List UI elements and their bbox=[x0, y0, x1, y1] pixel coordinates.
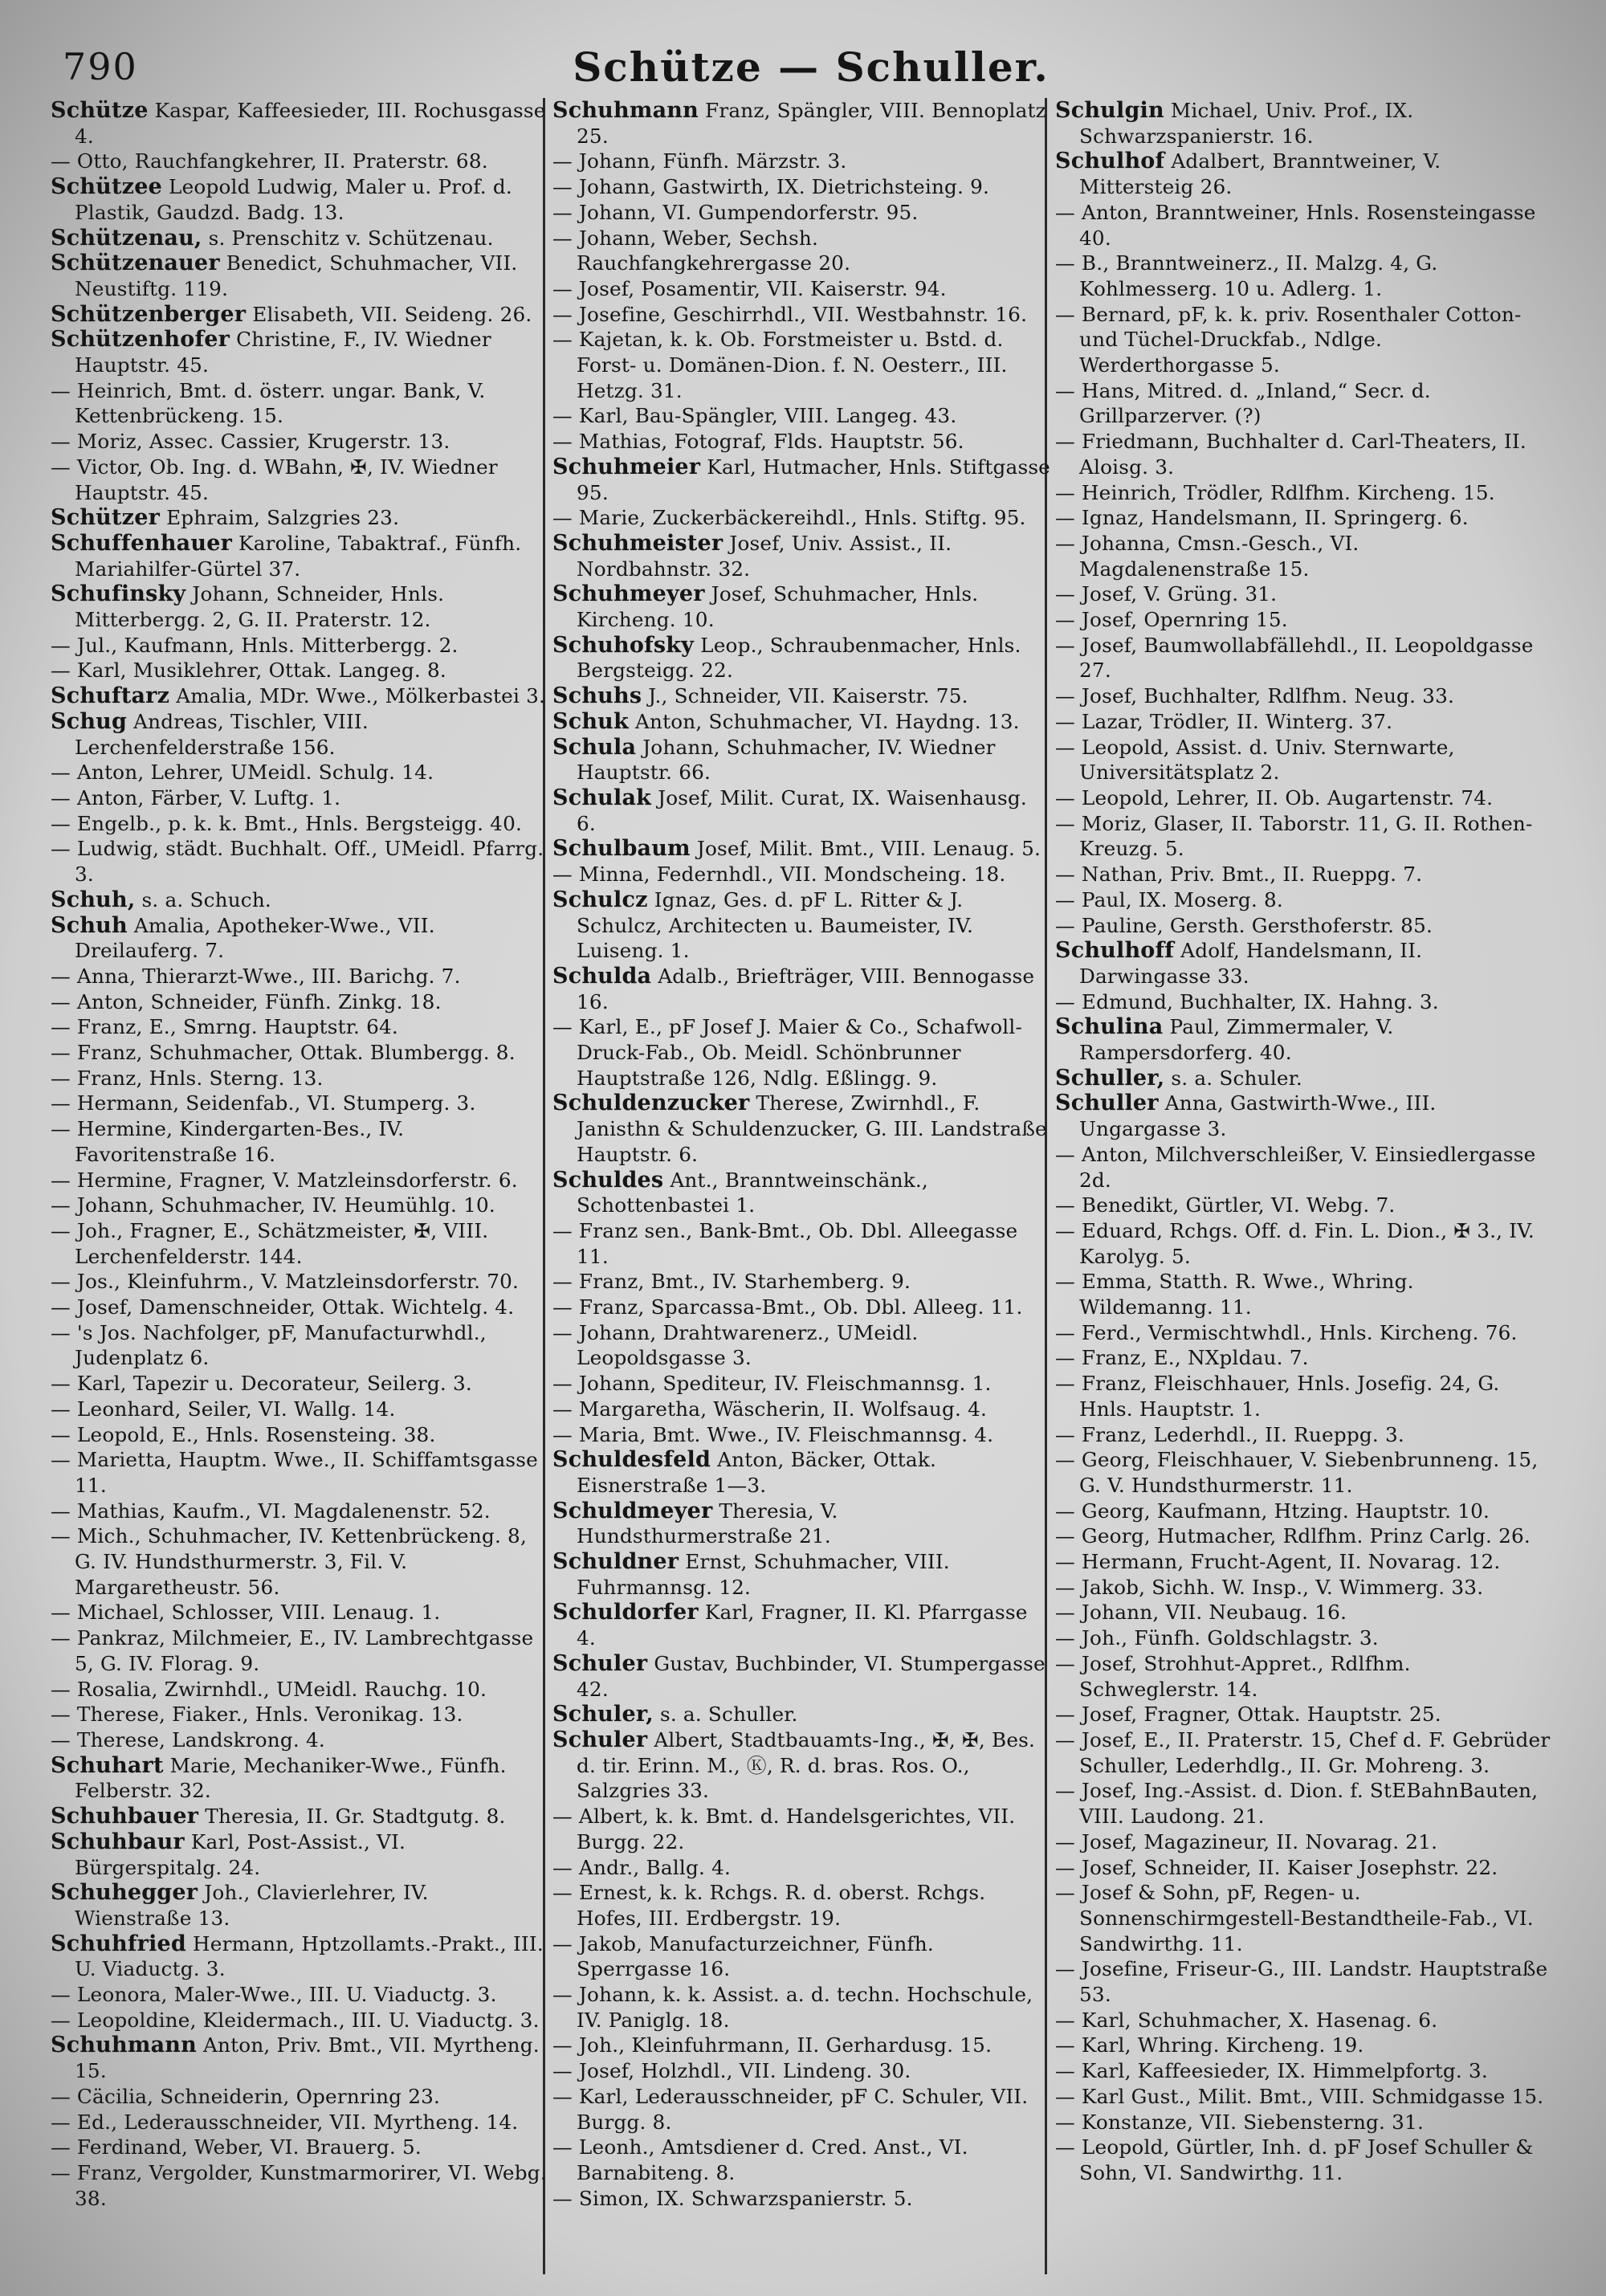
directory-entry: — Josef, Buchhalter, Rdlfhm. Neug. 33. bbox=[1055, 684, 1455, 708]
surname-heading: Schuftarz bbox=[51, 683, 170, 709]
directory-entry: Schuhart Marie, Mechaniker-Wwe., Fünfh. Felberstr. 32. bbox=[51, 1752, 507, 1803]
directory-entry: — Johann, Weber, Sechsh. Rauchfangkehrergasse 20. bbox=[552, 226, 851, 275]
directory-entry: — Franz sen., Bank-Bmt., Ob. Dbl. Alleegasse 11. bbox=[552, 1218, 1018, 1268]
surname-heading: Schulhof bbox=[1055, 149, 1165, 174]
directory-entry: — Ferdinand, Weber, VI. Brauerg. 5. bbox=[51, 2135, 422, 2159]
directory-entry: — Anton, Lehrer, UMeidl. Schulg. 14. bbox=[51, 761, 434, 785]
directory-entry: Schulbaum Josef, Milit. Bmt., VIII. Lenaug. 5. bbox=[552, 836, 1041, 862]
directory-entry: — Jul., Kaufmann, Hnls. Mitterbergg. 2. bbox=[51, 633, 459, 657]
directory-entry: Schuhmann Anton, Priv. Bmt., VII. Myrtheng. 15. bbox=[51, 2033, 540, 2083]
surname-heading: Schuhmeister bbox=[552, 530, 724, 556]
directory-entry: — Eduard, Rchgs. Off. d. Fin. L. Dion., ✠ 3., IV. Karolyg. 5. bbox=[1055, 1218, 1535, 1268]
directory-entry: — Leonhard, Seiler, VI. Wallg. 14. bbox=[51, 1397, 396, 1421]
directory-entry: — Josef, Holzhdl., VII. Lindeng. 30. bbox=[552, 2059, 911, 2083]
surname-heading: Schuffenhauer bbox=[51, 530, 232, 556]
directory-entry: — Josef, Schneider, II. Kaiser Josephstr. 22. bbox=[1055, 1855, 1498, 1879]
directory-entry: Schuldesfeld Anton, Bäcker, Ottak. Eisnerstraße 1—3. bbox=[552, 1447, 937, 1497]
directory-entry: — Johanna, Cmsn.-Gesch., VI. Magdalenenstraße 15. bbox=[1055, 531, 1359, 581]
surname-heading: Schuhegger bbox=[51, 1880, 198, 1906]
directory-entry: — Hans, Mitred. d. „Inland,“ Secr. d. Grillparzerver. (?) bbox=[1055, 378, 1431, 428]
surname-heading: Schufinsky bbox=[51, 581, 186, 607]
surname-heading: Schug bbox=[51, 708, 128, 734]
directory-entry: Schulhof Adalbert, Branntweiner, V. Mittersteig 26. bbox=[1055, 149, 1441, 199]
directory-entry: — Minna, Federnhdl., VII. Mondscheing. 18. bbox=[552, 863, 1006, 887]
directory-entry: Schuller Anna, Gastwirth-Wwe., III. Ungargasse 3. bbox=[1055, 1091, 1437, 1141]
surname-heading: Schützenauer bbox=[51, 251, 220, 276]
directory-entry: — Hermine, Fragner, V. Matzleinsdorferstr. 6. bbox=[51, 1168, 518, 1192]
directory-entry: — Josef, Strohhut-Appret., Rdlfhm. Schweglerstr. 14. bbox=[1055, 1651, 1411, 1701]
directory-entry: Schuldner Ernst, Schuhmacher, VIII. Fuhrmannsg. 12. bbox=[552, 1549, 950, 1599]
surname-heading: Schuldesfeld bbox=[552, 1447, 711, 1473]
directory-entry: — B., Branntweinerz., II. Malzg. 4, G. Kohlmesserg. 10 u. Adlerg. 1. bbox=[1055, 251, 1438, 300]
surname-heading: Schuhmeier bbox=[552, 454, 701, 479]
directory-entry: — Michael, Schlosser, VIII. Lenaug. 1. bbox=[51, 1601, 441, 1625]
directory-entry: — Johann, Schuhmacher, IV. Heumühlg. 10. bbox=[51, 1193, 495, 1217]
directory-entry: — Friedmann, Buchhalter d. Carl-Theaters, II. Aloisg. 3. bbox=[1055, 430, 1527, 479]
directory-entry: — Johann, k. k. Assist. a. d. techn. Hochschule, IV. Paniglg. 18. bbox=[552, 1983, 1033, 2032]
directory-entry: — Franz, Schuhmacher, Ottak. Blumbergg. 8. bbox=[51, 1041, 516, 1065]
surname-heading: Schuhbauer bbox=[51, 1804, 199, 1829]
surname-heading: Schützee bbox=[51, 174, 162, 200]
surname-heading: Schulgin bbox=[1055, 98, 1164, 123]
directory-entry: — Karl, Tapezir u. Decorateur, Seilerg. 3. bbox=[51, 1372, 472, 1396]
directory-entry: — Johann, VI. Gumpendorferstr. 95. bbox=[552, 200, 919, 224]
directory-entry: — Karl Gust., Milit. Bmt., VIII. Schmidgasse 15. bbox=[1055, 2084, 1544, 2108]
directory-entry: Schuh Amalia, Apotheker-Wwe., VII. Dreilauferg. 7. bbox=[51, 912, 435, 963]
directory-entry: — Margaretha, Wäscherin, II. Wolfsaug. 4. bbox=[552, 1397, 988, 1421]
directory-entry: — Therese, Fiaker., Hnls. Veronikag. 13. bbox=[51, 1703, 463, 1727]
directory-entry: — Jos., Kleinfuhrm., V. Matzleinsdorferstr. 70. bbox=[51, 1270, 520, 1294]
surname-heading: Schuhbaur bbox=[51, 1829, 185, 1854]
directory-entry: — Johann, Drahtwarenerz., UMeidl. Leopoldsgasse 3. bbox=[552, 1320, 919, 1370]
surname-heading: Schuldenzucker bbox=[552, 1091, 750, 1116]
directory-entry: — Cäcilia, Schneiderin, Opernring 23. bbox=[51, 2084, 441, 2108]
surname-heading: Schulcz bbox=[552, 887, 648, 912]
directory-entry: — Johann, Spediteur, IV. Fleischmannsg. 1. bbox=[552, 1372, 992, 1396]
directory-entry: — Karl, Lederausschneider, pF C. Schuler, VII. Burgg. 8. bbox=[552, 2084, 1029, 2134]
surname-heading: Schützer bbox=[51, 505, 161, 531]
directory-entry: — Ludwig, städt. Buchhalt. Off., UMeidl. Pfarrg. 3. bbox=[51, 837, 544, 887]
directory-entry: Schulcz Ignaz, Ges. d. pF L. Ritter & J. Schulcz, Architecten u. Baumeister, IV. Luiseng. 1. bbox=[552, 887, 974, 963]
directory-entry: — Leopoldine, Kleidermach., III. U. Viaductg. 3. bbox=[51, 2008, 540, 2032]
directory-entry: — Anna, Thierarzt-Wwe., III. Barichg. 7. bbox=[51, 964, 461, 988]
directory-entry: Schuler Albert, Stadtbauamts-Ing., ✠, ✠, Bes. d. tir. Erinn. M., Ⓚ, R. d. bras. Ros. O., Salzgries 33. bbox=[552, 1727, 1036, 1803]
surname-heading: Schuh, bbox=[51, 887, 136, 912]
directory-entry: — Joh., Fünfh. Goldschlagstr. 3. bbox=[1055, 1626, 1379, 1650]
directory-entry: — Josef, Ing.-Assist. d. Dion. f. StEBahnBauten, VIII. Laudong. 21. bbox=[1055, 1779, 1539, 1829]
directory-entry: Schuffenhauer Karoline, Tabaktraf., Fünfh. Mariahilfer-Gürtel 37. bbox=[51, 530, 522, 581]
surname-heading: Schuldorfer bbox=[552, 1600, 699, 1625]
directory-entry: — Leopold, Assist. d. Univ. Sternwarte, Universitätsplatz 2. bbox=[1055, 735, 1455, 785]
surname-heading: Schulina bbox=[1055, 1014, 1164, 1040]
directory-entry: — Leopold, E., Hnls. Rosensteing. 38. bbox=[51, 1422, 436, 1446]
directory-entry: — Josef, Magazineur, II. Novarag. 21. bbox=[1055, 1829, 1438, 1854]
directory-entry: — Joh., Kleinfuhrmann, II. Gerhardusg. 15. bbox=[552, 2033, 993, 2057]
surname-heading: Schuhs bbox=[552, 683, 642, 709]
page-number: 790 bbox=[63, 45, 138, 88]
directory-entry: Schuhbauer Theresia, II. Gr. Stadtgutg. 8. bbox=[51, 1804, 506, 1829]
directory-entry: — Victor, Ob. Ing. d. WBahn, ✠, IV. Wiedner Hauptstr. 45. bbox=[51, 455, 498, 504]
directory-entry: — Kajetan, k. k. Ob. Forstmeister u. Bstd. d. Forst- u. Domänen-Dion. f. N. Oesterr., III. Hetzg. 31. bbox=[552, 328, 1008, 402]
directory-entry: Schuhmann Franz, Spängler, VIII. Bennoplatz 25. bbox=[552, 98, 1046, 148]
surname-heading: Schuk bbox=[552, 708, 629, 734]
directory-entry: Schuler, s. a. Schuller. bbox=[552, 1702, 798, 1727]
directory-entry: — Joh., Fragner, E., Schätzmeister, ✠, VIII. Lerchenfelderstr. 144. bbox=[51, 1218, 489, 1268]
directory-entry: — Karl, Schuhmacher, X. Hasenag. 6. bbox=[1055, 2008, 1438, 2032]
directory-entry: — Heinrich, Bmt. d. österr. ungar. Bank, V. Kettenbrückeng. 15. bbox=[51, 378, 486, 428]
directory-entry: Schuftarz Amalia, MDr. Wwe., Mölkerbastei 3. bbox=[51, 683, 546, 709]
directory-entry: — Leopold, Lehrer, II. Ob. Augartenstr. 74. bbox=[1055, 785, 1494, 810]
directory-entry: Schuh, s. a. Schuch. bbox=[51, 887, 271, 912]
directory-entry: Schützenauer Benedict, Schuhmacher, VII. Neustiftg. 119. bbox=[51, 251, 518, 300]
directory-entry: — Karl, Bau-Spängler, VIII. Langeg. 43. bbox=[552, 404, 957, 428]
directory-entry: — Johann, Gastwirth, IX. Dietrichsteing. 9. bbox=[552, 175, 990, 199]
directory-entry: Schützee Leopold Ludwig, Maler u. Prof. d. Plastik, Gaudzd. Badg. 13. bbox=[51, 174, 512, 224]
directory-entry: — Georg, Kaufmann, Htzing. Hauptstr. 10. bbox=[1055, 1499, 1490, 1523]
directory-entry: — Hermine, Kindergarten-Bes., IV. Favoritenstraße 16. bbox=[51, 1117, 405, 1166]
directory-entry: — Franz, E., NXpldau. 7. bbox=[1055, 1346, 1309, 1370]
directory-entry: — Moriz, Glaser, II. Taborstr. 11, G. II. Rothen-Kreuzg. 5. bbox=[1055, 811, 1533, 861]
directory-entry: — Karl, Whring. Kircheng. 19. bbox=[1055, 2033, 1364, 2057]
directory-entry: — Anton, Branntweiner, Hnls. Rosensteingasse 40. bbox=[1055, 200, 1536, 250]
directory-entry: — Anton, Milchverschleißer, V. Einsiedlergasse 2d. bbox=[1055, 1142, 1536, 1192]
directory-entry: — Josefine, Geschirrhdl., VII. Westbahnstr. 16. bbox=[552, 302, 1028, 326]
surname-heading: Schuldes bbox=[552, 1167, 664, 1193]
surname-heading: Schulbaum bbox=[552, 836, 691, 862]
directory-entry: — Anton, Schneider, Fünfh. Zinkg. 18. bbox=[51, 989, 442, 1013]
directory-entry: — Otto, Rauchfangkehrer, II. Praterstr. 68. bbox=[51, 149, 488, 173]
directory-entry: — Franz, E., Smrng. Hauptstr. 64. bbox=[51, 1015, 398, 1039]
directory-column-1 bbox=[51, 98, 548, 2274]
directory-entry: Schuhmeyer Josef, Schuhmacher, Hnls. Kircheng. 10. bbox=[552, 581, 979, 632]
directory-entry: — Franz, Lederhdl., II. Rueppg. 3. bbox=[1055, 1422, 1404, 1446]
surname-heading: Schuhfried bbox=[51, 1931, 186, 1956]
directory-entry: Schug Andreas, Tischler, VIII. Lerchenfelderstraße 156. bbox=[51, 708, 369, 759]
directory-entry: — Marie, Zuckerbäckereihdl., Hnls. Stiftg. 95. bbox=[552, 506, 1026, 530]
directory-entry: — Josef, V. Grüng. 31. bbox=[1055, 582, 1278, 606]
directory-entry: — Emma, Statth. R. Wwe., Whring. Wildemanng. 11. bbox=[1055, 1270, 1414, 1319]
directory-entry: — Anton, Färber, V. Luftg. 1. bbox=[51, 785, 341, 810]
directory-entry: — Ferd., Vermischtwhdl., Hnls. Kircheng. 76. bbox=[1055, 1320, 1518, 1344]
directory-entry: — Josef & Sohn, pF, Regen- u. Sonnenschirmgestell-Bestandtheile-Fab., VI. Sandwirthg. 11. bbox=[1055, 1881, 1534, 1955]
directory-entry: — Josef, Baumwollabfällehdl., II. Leopoldgasse 27. bbox=[1055, 633, 1534, 683]
directory-entry: — Georg, Hutmacher, Rdlfhm. Prinz Carlg. 26. bbox=[1055, 1524, 1531, 1548]
directory-entry: Schütze Kaspar, Kaffeesieder, III. Rochusgasse 4. bbox=[51, 98, 546, 148]
directory-entry: Schuhbaur Karl, Post-Assist., VI. Bürgerspitalg. 24. bbox=[51, 1829, 406, 1879]
directory-entry: — Rosalia, Zwirnhdl., UMeidl. Rauchg. 10. bbox=[51, 1677, 487, 1701]
surname-heading: Schuler bbox=[552, 1727, 648, 1752]
directory-entry: — Konstanze, VII. Siebensterng. 31. bbox=[1055, 2110, 1425, 2134]
directory-entry: — Karl, E., pF Josef J. Maier & Co., Schafwoll-Druck-Fab., Ob. Meidl. Schönbrunner Hauptstraße 126, Ndlg. Eßlingg. 9. bbox=[552, 1015, 1022, 1090]
surname-heading: Schuller bbox=[1055, 1091, 1159, 1116]
surname-heading: Schulda bbox=[552, 963, 652, 989]
directory-entry: — Karl, Musiklehrer, Ottak. Langeg. 8. bbox=[51, 659, 446, 683]
directory-entry: Schuler Gustav, Buchbinder, VI. Stumpergasse 42. bbox=[552, 1650, 1046, 1701]
directory-entry: Schuhofsky Leop., Schraubenmacher, Hnls. Bergsteigg. 22. bbox=[552, 632, 1021, 683]
directory-entry: — Benedikt, Gürtler, VI. Webg. 7. bbox=[1055, 1193, 1396, 1217]
directory-entry: — Andr., Ballg. 4. bbox=[552, 1855, 732, 1879]
directory-entry: — Franz, Fleischhauer, Hnls. Josefig. 24, G. Hnls. Hauptstr. 1. bbox=[1055, 1372, 1500, 1421]
directory-entry: — Ignaz, Handelsmann, II. Springerg. 6. bbox=[1055, 506, 1469, 530]
directory-entry: — Josefine, Friseur-G., III. Landstr. Hauptstraße 53. bbox=[1055, 1957, 1548, 2007]
directory-entry: — Franz, Hnls. Sterng. 13. bbox=[51, 1066, 324, 1090]
surname-heading: Schuhmann bbox=[552, 98, 699, 123]
directory-entry: — Marietta, Hauptm. Wwe., II. Schiffamtsgasse 11. bbox=[51, 1448, 538, 1497]
directory-entry: Schulgin Michael, Univ. Prof., IX. Schwarzspanierstr. 16. bbox=[1055, 98, 1414, 148]
surname-heading: Schuldmeyer bbox=[552, 1498, 713, 1523]
directory-entry: — Josef, Opernring 15. bbox=[1055, 608, 1288, 632]
directory-entry: Schuldenzucker Therese, Zwirnhdl., F. Janisthn & Schuldenzucker, G. III. Landstraße Hauptstr. 6. bbox=[552, 1091, 1047, 1166]
directory-entry: Schulina Paul, Zimmermaler, V. Rampersdorferg. 40. bbox=[1055, 1014, 1394, 1065]
directory-entry: Schützenberger Elisabeth, VII. Seideng. 26. bbox=[51, 301, 532, 327]
directory-entry: Schufinsky Johann, Schneider, Hnls. Mitterbergg. 2, G. II. Praterstr. 12. bbox=[51, 581, 445, 632]
directory-entry: — Mich., Schuhmacher, IV. Kettenbrückeng. 8, G. IV. Hundsthurmerstr. 3, Fil. V. Margaretheustr. 56. bbox=[51, 1524, 528, 1599]
surname-heading: Schuhart bbox=[51, 1752, 164, 1778]
directory-entry: Schuk Anton, Schuhmacher, VI. Haydng. 13. bbox=[552, 708, 1020, 734]
directory-entry: — Karl, Kaffeesieder, IX. Himmelpfortg. 3. bbox=[1055, 2059, 1488, 2083]
directory-entry: — Pankraz, Milchmeier, E., IV. Lambrechtgasse 5, G. IV. Florag. 9. bbox=[51, 1626, 534, 1675]
directory-entry: — Leonh., Amtsdiener d. Cred. Anst., VI. Barnabiteng. 8. bbox=[552, 2135, 968, 2184]
directory-entry: — Moriz, Assec. Cassier, Krugerstr. 13. bbox=[51, 430, 450, 454]
directory-entry: — Mathias, Fotograf, Flds. Hauptstr. 56. bbox=[552, 430, 964, 454]
running-title: Schütze — Schuller. bbox=[573, 43, 1050, 91]
directory-entry: — Albert, k. k. Bmt. d. Handelsgerichtes, VII. Burgg. 22. bbox=[552, 1805, 1016, 1854]
directory-entry: Schützer Ephraim, Salzgries 23. bbox=[51, 505, 400, 531]
surname-heading: Schuler, bbox=[552, 1702, 654, 1727]
directory-entry: — Pauline, Gersth. Gersthoferstr. 85. bbox=[1055, 913, 1433, 937]
directory-entry: — Hermann, Seidenfab., VI. Stumperg. 3. bbox=[51, 1091, 476, 1115]
surname-heading: Schuhmann bbox=[51, 2033, 197, 2058]
directory-entry: Schuhegger Joh., Clavierlehrer, IV. Wienstraße 13. bbox=[51, 1880, 429, 1930]
surname-heading: Schütze bbox=[51, 98, 149, 123]
directory-column-3 bbox=[1055, 98, 1553, 2274]
directory-entry: — Paul, IX. Moserg. 8. bbox=[1055, 887, 1283, 911]
surname-heading: Schützenau, bbox=[51, 225, 202, 251]
directory-entry: Schula Johann, Schuhmacher, IV. Wiedner Hauptstr. 66. bbox=[552, 734, 996, 785]
directory-entry: — Therese, Landskrong. 4. bbox=[51, 1728, 325, 1752]
directory-entry: — Josef, Posamentir, VII. Kaiserstr. 94. bbox=[552, 276, 947, 300]
directory-entry: Schützenau, s. Prenschitz v. Schützenau. bbox=[51, 225, 494, 251]
surname-heading: Schulhoff bbox=[1055, 938, 1175, 964]
directory-entry: — Lazar, Trödler, II. Winterg. 37. bbox=[1055, 709, 1393, 733]
directory-entry: — Franz, Vergolder, Kunstmarmorirer, VI. Webg. 38. bbox=[51, 2160, 547, 2210]
directory-entry: — Hermann, Frucht-Agent, II. Novarag. 12. bbox=[1055, 1550, 1501, 1574]
directory-entry: Schulda Adalb., Briefträger, VIII. Bennogasse 16. bbox=[552, 963, 1035, 1013]
directory-entry: Schuhs J., Schneider, VII. Kaiserstr. 75. bbox=[552, 683, 968, 709]
directory-entry: Schulhoff Adolf, Handelsmann, II. Darwingasse 33. bbox=[1055, 938, 1423, 988]
directory-entry: — Ernest, k. k. Rchgs. R. d. oberst. Rchgs. Hofes, III. Erdbergstr. 19. bbox=[552, 1881, 986, 1930]
directory-entry: Schuldmeyer Theresia, V. Hundsthurmerstraße 21. bbox=[552, 1498, 838, 1548]
directory-entry: — Nathan, Priv. Bmt., II. Rueppg. 7. bbox=[1055, 863, 1423, 887]
directory-entry: — Josef, Fragner, Ottak. Hauptstr. 25. bbox=[1055, 1703, 1441, 1727]
directory-entry: — Franz, Sparcassa-Bmt., Ob. Dbl. Alleeg. 11. bbox=[552, 1295, 1023, 1319]
surname-heading: Schuler bbox=[552, 1650, 648, 1676]
directory-entry: — Franz, Bmt., IV. Starhemberg. 9. bbox=[552, 1270, 911, 1294]
surname-heading: Schuldner bbox=[552, 1549, 679, 1575]
directory-entry: Schützenhofer Christine, F., IV. Wiedner Hauptstr. 45. bbox=[51, 327, 491, 377]
directory-entry: — Jakob, Sichh. W. Insp., V. Wimmerg. 33. bbox=[1055, 1575, 1484, 1599]
surname-heading: Schuhmeyer bbox=[552, 581, 705, 607]
directory-entry: — Simon, IX. Schwarzspanierstr. 5. bbox=[552, 2186, 913, 2210]
directory-entry: — Josef, E., II. Praterstr. 15, Chef d. F. Gebrüder Schuller, Lederhdlg., II. Gr. Mohreng. 3. bbox=[1055, 1728, 1551, 1777]
surname-heading: Schula bbox=[552, 734, 637, 760]
directory-entry: — Edmund, Buchhalter, IX. Hahng. 3. bbox=[1055, 989, 1439, 1013]
page-header bbox=[48, 39, 1574, 103]
surname-heading: Schuh bbox=[51, 912, 128, 938]
surname-heading: Schuller, bbox=[1055, 1065, 1165, 1091]
directory-entry: — Leonora, Maler-Wwe., III. U. Viaductg. 3. bbox=[51, 1983, 497, 2007]
directory-entry: — Jakob, Manufacturzeichner, Fünfh. Sperrgasse 16. bbox=[552, 1931, 934, 1981]
directory-entry: Schuhfried Hermann, Hptzollamts.-Prakt., III. U. Viaductg. 3. bbox=[51, 1931, 544, 1981]
directory-entry: Schuller, s. a. Schuler. bbox=[1055, 1065, 1302, 1091]
surname-heading: Schulak bbox=[552, 785, 652, 810]
directory-entry: Schuhmeier Karl, Hutmacher, Hnls. Stiftgasse 95. bbox=[552, 454, 1050, 504]
surname-heading: Schützenberger bbox=[51, 301, 247, 327]
directory-entry: — 's Jos. Nachfolger, pF, Manufacturwhdl., Judenplatz 6. bbox=[51, 1320, 487, 1370]
directory-entry: — Johann, VII. Neubaug. 16. bbox=[1055, 1601, 1347, 1625]
directory-entry: — Mathias, Kaufm., VI. Magdalenenstr. 52. bbox=[51, 1499, 491, 1523]
directory-entry: Schuhmeister Josef, Univ. Assist., II. Nordbahnstr. 32. bbox=[552, 530, 952, 581]
surname-heading: Schuhofsky bbox=[552, 632, 695, 658]
directory-entry: Schulak Josef, Milit. Curat, IX. Waisenhausg. 6. bbox=[552, 785, 1027, 835]
directory-entry: — Maria, Bmt. Wwe., IV. Fleischmannsg. 4. bbox=[552, 1422, 994, 1446]
directory-entry: — Georg, Fleischhauer, V. Siebenbrunneng. 15, G. V. Hundsthurmerstr. 11. bbox=[1055, 1448, 1539, 1497]
directory-entry: — Bernard, pF, k. k. priv. Rosenthaler Cotton- und Tüchel-Druckfab., Ndlge. Werderthorgasse 5. bbox=[1055, 302, 1522, 377]
directory-entry: — Leopold, Gürtler, Inh. d. pF Josef Schuller & Sohn, VI. Sandwirthg. 11. bbox=[1055, 2135, 1534, 2184]
directory-entry: — Engelb., p. k. k. Bmt., Hnls. Bergsteigg. 40. bbox=[51, 811, 523, 835]
directory-entry: — Johann, Fünfh. Märzstr. 3. bbox=[552, 149, 847, 173]
surname-heading: Schützenhofer bbox=[51, 327, 230, 353]
directory-entry: — Ed., Lederausschneider, VII. Myrtheng. 14. bbox=[51, 2110, 519, 2134]
directory-entry: — Josef, Damenschneider, Ottak. Wichtelg. 4. bbox=[51, 1295, 515, 1319]
directory-entry: Schuldorfer Karl, Fragner, II. Kl. Pfarrgasse 4. bbox=[552, 1600, 1028, 1650]
directory-entry: — Heinrich, Trödler, Rdlfhm. Kircheng. 15. bbox=[1055, 480, 1495, 504]
directory-entry: Schuldes Ant., Branntweinschänk., Schottenbastei 1. bbox=[552, 1167, 928, 1217]
directory-column-2 bbox=[552, 98, 1050, 2274]
